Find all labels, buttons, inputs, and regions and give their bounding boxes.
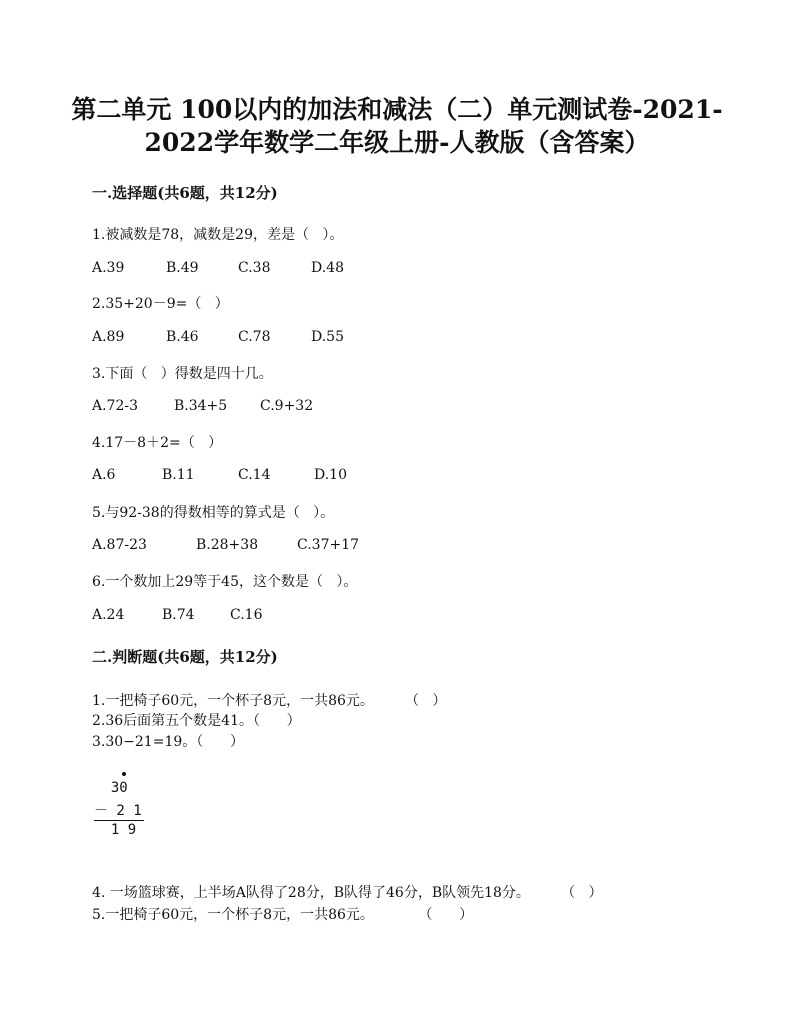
question-6: 6.一个数加上29等于45，这个数是（ ）。 [92, 574, 358, 590]
vc-result: 1 9 [94, 822, 137, 838]
page-title-line-2: 2022学年数学二年级上册-人教版（含答案） [144, 128, 650, 157]
judge-item-4: 4. 一场篮球赛，上半场A队得了28分，B队得了46分，B队领先18分。 （ ） [92, 885, 603, 901]
option: B.28+38 [196, 537, 259, 553]
option: D.48 [311, 260, 344, 276]
option: D.55 [311, 329, 344, 345]
question-4: 4.17－8＋2=（ ） [92, 435, 223, 451]
option: A.6 [92, 467, 116, 483]
option: C.9+32 [260, 398, 314, 414]
question-5: 5.与92-38的得数相等的算式是（ ）。 [92, 505, 335, 521]
judge-item-2: 2.36后面第五个数是41。（ ） [92, 713, 301, 729]
option: B.34+5 [174, 398, 228, 414]
option: A.24 [92, 607, 125, 623]
page-title-line-1: 第二单元 100以内的加法和减法（二）单元测试卷-2021- [71, 95, 723, 124]
option: D.10 [314, 467, 347, 483]
option: A.87-23 [92, 537, 147, 553]
judge-item-1: 1.一把椅子60元，一个杯子8元，一共86元。 （ ） [92, 693, 447, 709]
option: C.16 [230, 607, 263, 623]
question-2: 2.35+20－9=（ ） [92, 296, 229, 312]
option: C.38 [238, 260, 271, 276]
option: B.74 [162, 607, 195, 623]
vc-subtrahend: － 2 1 [94, 803, 142, 819]
vc-divider [94, 820, 144, 821]
question-3: 3.下面（ ）得数是四十几。 [92, 366, 273, 382]
option: A.39 [92, 260, 125, 276]
vertical-calculation [92, 772, 152, 842]
option: A.72-3 [92, 398, 139, 414]
option: B.11 [162, 467, 195, 483]
option: B.49 [166, 260, 199, 276]
vc-minuend: 30 [94, 780, 128, 796]
judge-item-3: 3.30−21=19。（ ） [92, 734, 244, 750]
option: C.37+17 [297, 537, 360, 553]
judge-item-5: 5.一把椅子60元，一个杯子8元，一共86元。 （ ） [92, 907, 474, 923]
section-heading-choice: 一.选择题(共6题，共12分) [92, 184, 278, 202]
option: C.78 [238, 329, 271, 345]
carry-dot [122, 772, 126, 776]
option: C.14 [238, 467, 271, 483]
question-1: 1.被减数是78，减数是29，差是（ ）。 [92, 227, 344, 243]
option: B.46 [166, 329, 199, 345]
option: A.89 [92, 329, 125, 345]
section-heading-judge: 二.判断题(共6题，共12分) [92, 648, 278, 666]
